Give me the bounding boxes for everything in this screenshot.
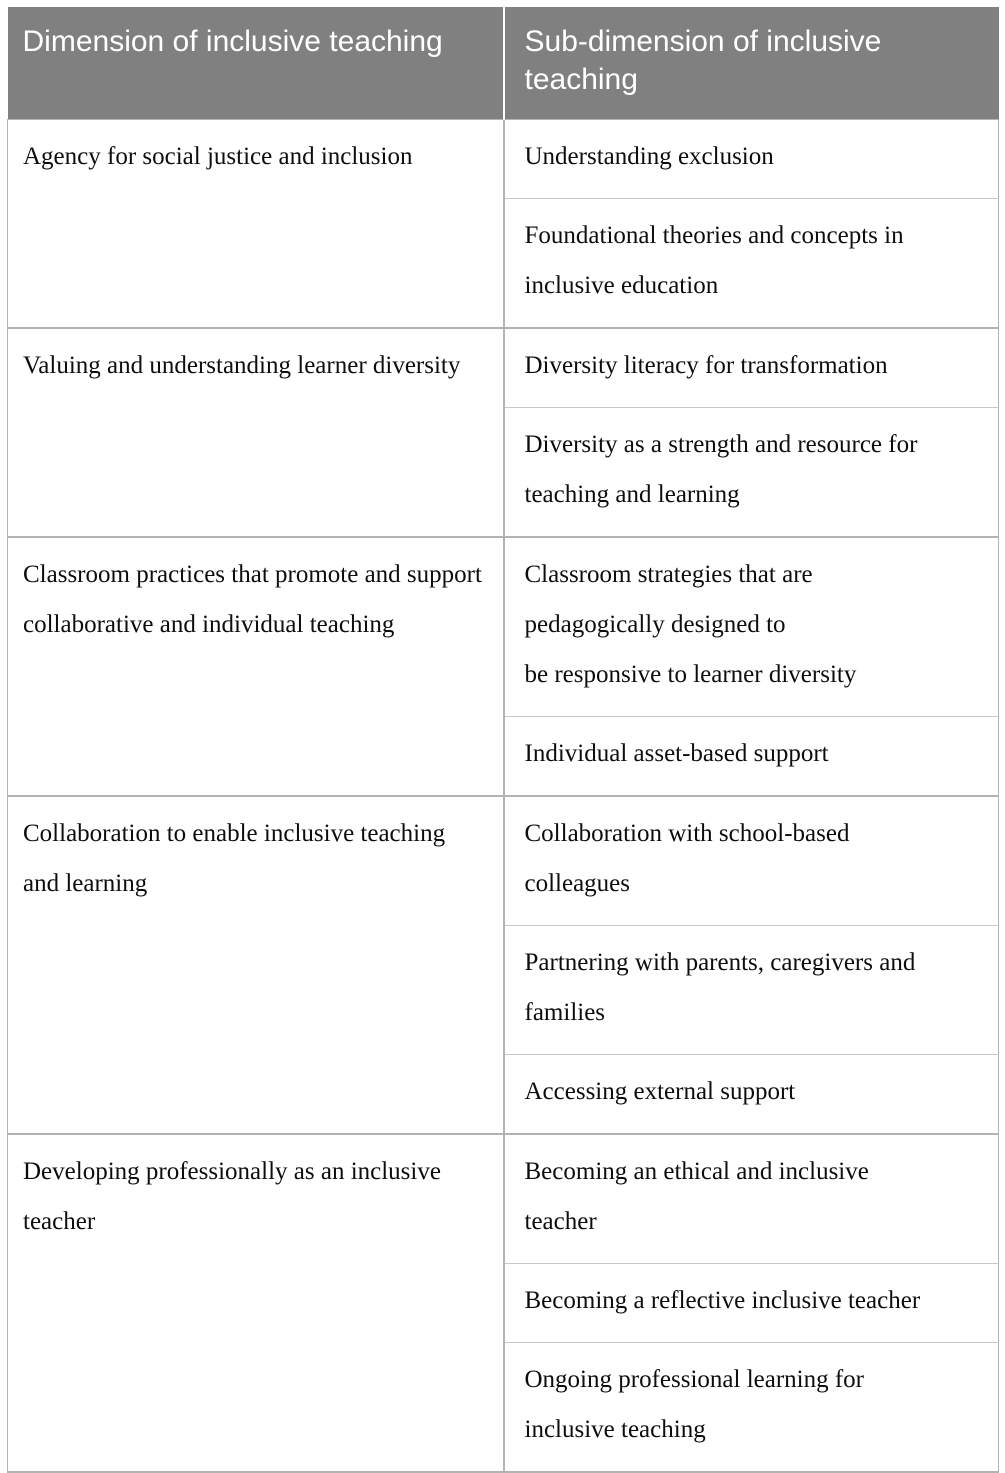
dimension-cell: Classroom practices that promote and support collaborative and individual teaching xyxy=(8,537,504,796)
table-row xyxy=(8,120,999,199)
subdimension-line: teaching and learning xyxy=(524,481,740,508)
column-header-dimension: Dimension of inclusive teaching xyxy=(8,7,504,120)
subdimension-cell xyxy=(504,199,999,329)
subdimension-cell xyxy=(504,1134,999,1264)
table-row xyxy=(8,328,999,408)
table-header xyxy=(8,7,999,120)
subdimension-cell xyxy=(504,1343,999,1473)
subdimension-line: be responsive to learner diversity xyxy=(524,661,857,688)
subdimension-line: Understanding exclusion xyxy=(524,143,774,170)
subdimension-cell xyxy=(504,926,999,1055)
subdimension-cell xyxy=(504,796,999,926)
inclusive-teaching-table-container xyxy=(7,7,998,1473)
subdimension-line: Diversity as a strength and resource for xyxy=(524,431,918,458)
subdimension-line: Accessing external support xyxy=(524,1078,796,1105)
subdimension-cell xyxy=(504,1055,999,1135)
subdimension-cell xyxy=(504,537,999,717)
table-row xyxy=(8,537,999,717)
subdimension-line: pedagogically designed to xyxy=(524,611,786,638)
subdimension-line: inclusive education xyxy=(524,272,719,299)
table-header-row xyxy=(8,7,999,120)
subdimension-line: Ongoing professional learning for xyxy=(524,1366,865,1393)
inclusive-teaching-table xyxy=(7,7,999,1473)
subdimension-line: Individual asset-based support xyxy=(524,740,829,767)
subdimension-line: Diversity literacy for transformation xyxy=(524,352,888,379)
dimension-cell: Agency for social justice and inclusion xyxy=(8,120,504,329)
table-row xyxy=(8,1134,999,1264)
subdimension-line: colleagues xyxy=(524,870,631,897)
subdimension-line: Foundational theories and concepts in xyxy=(524,222,904,249)
subdimension-cell xyxy=(504,328,999,408)
subdimension-line: Classroom strategies that are xyxy=(524,561,813,588)
dimension-cell: Collaboration to enable inclusive teaching and learning xyxy=(8,796,504,1134)
subdimension-line: Collaboration with school-based xyxy=(524,820,850,847)
subdimension-cell xyxy=(504,120,999,199)
table-body xyxy=(8,120,999,1473)
subdimension-line: Becoming a reflective inclusive teacher xyxy=(524,1287,921,1314)
subdimension-line: Partnering with parents, caregivers and xyxy=(524,949,916,976)
subdimension-line: Becoming an ethical and inclusive xyxy=(524,1158,869,1185)
subdimension-cell xyxy=(504,408,999,538)
dimension-cell: Valuing and understanding learner diversity xyxy=(8,328,504,537)
table-row xyxy=(8,796,999,926)
column-header-subdimension: Sub-dimension of inclusive teaching xyxy=(504,7,999,120)
subdimension-line: inclusive teaching xyxy=(524,1416,706,1443)
dimension-cell: Developing professionally as an inclusive teacher xyxy=(8,1134,504,1472)
subdimension-line: families xyxy=(524,999,606,1026)
subdimension-line: teacher xyxy=(524,1208,597,1235)
subdimension-cell xyxy=(504,717,999,797)
subdimension-cell xyxy=(504,1264,999,1343)
